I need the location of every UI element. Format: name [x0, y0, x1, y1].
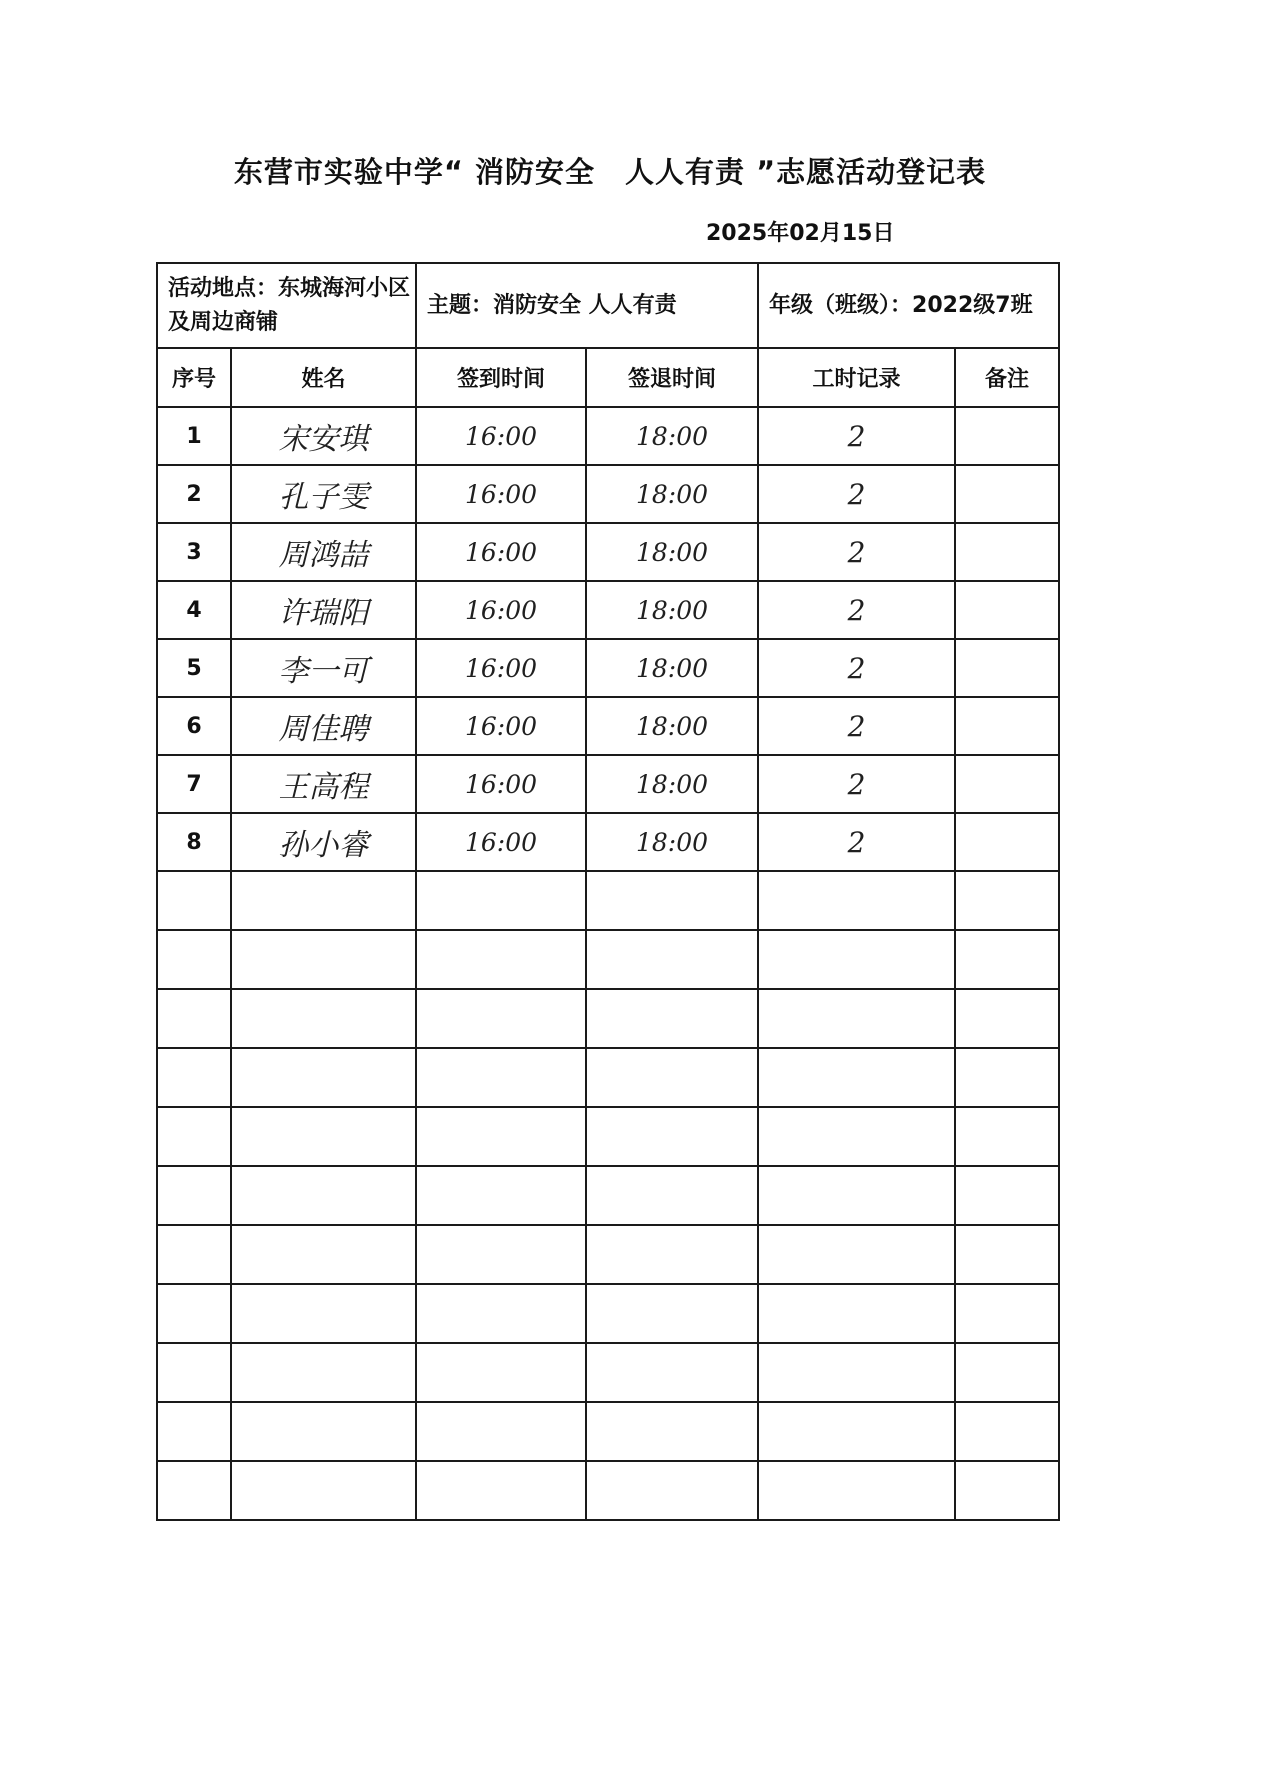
empty-cell — [231, 1284, 416, 1343]
row-note — [955, 755, 1059, 813]
row-sign-out: 18:00 — [586, 523, 758, 581]
row-number: 7 — [157, 755, 231, 813]
empty-cell — [157, 871, 231, 930]
empty-cell — [758, 1107, 955, 1166]
empty-cell — [416, 1461, 586, 1520]
empty-cell — [955, 1461, 1059, 1520]
empty-cell — [231, 1343, 416, 1402]
row-hours: 2 — [758, 407, 955, 465]
empty-cell — [758, 871, 955, 930]
empty-row — [157, 1461, 1059, 1520]
header-name: 姓名 — [231, 348, 416, 407]
table-row — [157, 755, 1059, 813]
empty-row — [157, 1402, 1059, 1461]
empty-cell — [416, 1048, 586, 1107]
empty-cell — [586, 1225, 758, 1284]
empty-cell — [955, 1166, 1059, 1225]
header-note: 备注 — [955, 348, 1059, 407]
empty-cell — [231, 1166, 416, 1225]
empty-cell — [231, 1461, 416, 1520]
row-note — [955, 465, 1059, 523]
row-number: 6 — [157, 697, 231, 755]
empty-cell — [586, 1461, 758, 1520]
empty-cell — [758, 1402, 955, 1461]
empty-cell — [586, 1284, 758, 1343]
row-hours: 2 — [758, 523, 955, 581]
empty-cell — [758, 1048, 955, 1107]
empty-row — [157, 1284, 1059, 1343]
row-note — [955, 697, 1059, 755]
row-name: 周鸿喆 — [231, 523, 416, 581]
empty-cell — [416, 1343, 586, 1402]
empty-cell — [157, 1461, 231, 1520]
empty-cell — [231, 930, 416, 989]
table-row — [157, 465, 1059, 523]
row-sign-in: 16:00 — [416, 407, 586, 465]
empty-cell — [157, 989, 231, 1048]
empty-row — [157, 1225, 1059, 1284]
empty-cell — [231, 1107, 416, 1166]
row-number: 4 — [157, 581, 231, 639]
empty-cell — [586, 989, 758, 1048]
table-row — [157, 639, 1059, 697]
empty-cell — [157, 1166, 231, 1225]
empty-cell — [955, 1343, 1059, 1402]
row-hours: 2 — [758, 755, 955, 813]
row-sign-in: 16:00 — [416, 697, 586, 755]
empty-cell — [416, 1166, 586, 1225]
empty-cell — [586, 1402, 758, 1461]
empty-cell — [586, 1343, 758, 1402]
row-note — [955, 581, 1059, 639]
row-sign-out: 18:00 — [586, 465, 758, 523]
empty-cell — [758, 1166, 955, 1225]
empty-cell — [955, 930, 1059, 989]
row-sign-in: 16:00 — [416, 813, 586, 871]
row-sign-out: 18:00 — [586, 755, 758, 813]
row-note — [955, 639, 1059, 697]
row-hours: 2 — [758, 639, 955, 697]
row-name: 宋安琪 — [231, 407, 416, 465]
row-number: 2 — [157, 465, 231, 523]
row-sign-out: 18:00 — [586, 581, 758, 639]
empty-cell — [416, 989, 586, 1048]
empty-cell — [157, 1225, 231, 1284]
empty-cell — [157, 1107, 231, 1166]
empty-cell — [416, 1402, 586, 1461]
empty-cell — [955, 1048, 1059, 1107]
row-name: 许瑞阳 — [231, 581, 416, 639]
empty-cell — [955, 1402, 1059, 1461]
table-row — [157, 523, 1059, 581]
row-note — [955, 813, 1059, 871]
row-number: 8 — [157, 813, 231, 871]
row-sign-in: 16:00 — [416, 755, 586, 813]
empty-cell — [231, 1402, 416, 1461]
empty-cell — [758, 930, 955, 989]
empty-cell — [758, 1225, 955, 1284]
empty-cell — [416, 1107, 586, 1166]
form-title: 东营市实验中学“ 消防安全 人人有责 ”志愿活动登记表 — [233, 155, 987, 189]
empty-row — [157, 1166, 1059, 1225]
header-no: 序号 — [157, 348, 231, 407]
empty-cell — [586, 871, 758, 930]
row-hours: 2 — [758, 813, 955, 871]
row-sign-in: 16:00 — [416, 639, 586, 697]
empty-cell — [157, 1048, 231, 1107]
empty-cell — [586, 1048, 758, 1107]
table-row — [157, 407, 1059, 465]
empty-cell — [416, 930, 586, 989]
empty-cell — [586, 1166, 758, 1225]
table-row — [157, 697, 1059, 755]
row-number: 5 — [157, 639, 231, 697]
activity-theme: 主题：消防安全 人人有责 — [416, 263, 758, 348]
row-name: 孙小睿 — [231, 813, 416, 871]
empty-cell — [157, 1343, 231, 1402]
row-number: 3 — [157, 523, 231, 581]
empty-cell — [758, 1461, 955, 1520]
empty-cell — [157, 1402, 231, 1461]
header-row — [157, 348, 1059, 407]
empty-cell — [758, 1284, 955, 1343]
row-sign-out: 18:00 — [586, 697, 758, 755]
empty-cell — [416, 1284, 586, 1343]
row-name: 李一可 — [231, 639, 416, 697]
empty-cell — [955, 1225, 1059, 1284]
row-number: 1 — [157, 407, 231, 465]
header-sign-out: 签退时间 — [586, 348, 758, 407]
empty-cell — [955, 1284, 1059, 1343]
empty-cell — [416, 1225, 586, 1284]
row-sign-in: 16:00 — [416, 523, 586, 581]
empty-cell — [157, 930, 231, 989]
row-name: 周佳聘 — [231, 697, 416, 755]
row-hours: 2 — [758, 581, 955, 639]
class-info: 年级（班级）：2022级7班 — [758, 263, 1059, 348]
empty-cell — [758, 989, 955, 1048]
empty-cell — [586, 930, 758, 989]
row-note — [955, 523, 1059, 581]
activity-location: 活动地点：东城海河小区及周边商铺 — [157, 263, 416, 348]
row-sign-out: 18:00 — [586, 407, 758, 465]
row-sign-in: 16:00 — [416, 581, 586, 639]
empty-cell — [231, 989, 416, 1048]
info-row — [157, 263, 1059, 348]
row-name: 孔子雯 — [231, 465, 416, 523]
header-hours: 工时记录 — [758, 348, 955, 407]
empty-cell — [231, 871, 416, 930]
empty-row — [157, 1343, 1059, 1402]
empty-cell — [586, 1107, 758, 1166]
registration-table — [156, 262, 1060, 1521]
form-date: 2025年02月15日 — [706, 221, 895, 246]
header-sign-in: 签到时间 — [416, 348, 586, 407]
empty-cell — [416, 871, 586, 930]
empty-cell — [231, 1048, 416, 1107]
empty-row — [157, 1107, 1059, 1166]
row-hours: 2 — [758, 465, 955, 523]
row-sign-out: 18:00 — [586, 813, 758, 871]
row-name: 王高程 — [231, 755, 416, 813]
empty-cell — [157, 1284, 231, 1343]
empty-cell — [955, 1107, 1059, 1166]
row-sign-out: 18:00 — [586, 639, 758, 697]
empty-cell — [955, 989, 1059, 1048]
table-row — [157, 581, 1059, 639]
row-hours: 2 — [758, 697, 955, 755]
empty-cell — [758, 1343, 955, 1402]
empty-row — [157, 930, 1059, 989]
row-sign-in: 16:00 — [416, 465, 586, 523]
table-row — [157, 813, 1059, 871]
empty-cell — [231, 1225, 416, 1284]
row-note — [955, 407, 1059, 465]
empty-row — [157, 1048, 1059, 1107]
empty-row — [157, 989, 1059, 1048]
empty-row — [157, 871, 1059, 930]
empty-cell — [955, 871, 1059, 930]
